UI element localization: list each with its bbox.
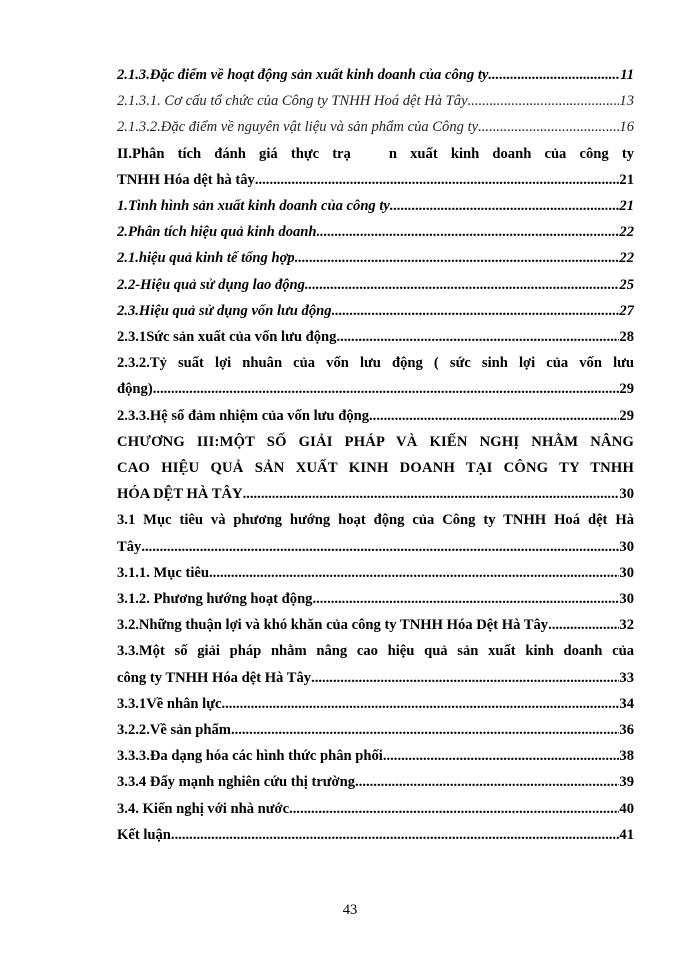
toc-entry-3-3[interactable]: 3.3.Một số giải pháp nhằm nâng cao hiệu quả sản xuất kinh doanh của công ty TNHH Hóa dệt Hà Tây ..... 33 (117, 638, 634, 690)
toc-entry-2-1-3-2[interactable]: 2.1.3.2.Đặc điểm về nguyên vật liệu và sản phẩm của Công ty ..... 16 (117, 114, 634, 140)
toc-entry-3-1[interactable]: 3.1 Mục tiêu và phương hướng hoạt động của Công ty TNHH Hoá dệt Hà Tây ..... 30 (117, 507, 634, 559)
toc-entry-3-4[interactable]: 3.4. Kiến nghị với nhà nước ..... 40 (117, 796, 634, 822)
toc-entry-2[interactable]: 2.Phân tích hiệu quả kinh doanh ..... 22 (117, 219, 634, 245)
page-number: 43 (342, 902, 358, 918)
toc-entry-1[interactable]: 1.Tình hình sản xuất kinh doanh của công ty ..... 21 (117, 193, 634, 219)
toc-entry-2-1-3[interactable]: 2.1.3.Đặc điểm về hoạt động sản xuất kinh doanh của công ty ..... 11 (117, 62, 634, 88)
toc-entry-2-3-1[interactable]: 2.3.1Sức sản xuất của vốn lưu động ..... 28 (117, 324, 634, 350)
toc-entry-2-1-3-1[interactable]: 2.1.3.1. Cơ cấu tổ chức của Công ty TNHH Hoá dệt Hà Tây ..... 13 (117, 88, 634, 114)
toc-entry-3-3-3[interactable]: 3.3.3.Đa dạng hóa các hình thức phân phối ..... 38 (117, 743, 634, 769)
toc-entry-2-3-3[interactable]: 2.3.3.Hệ số đảm nhiệm của vốn lưu động ..... 29 (117, 403, 634, 429)
toc-entry-conclusion[interactable]: Kết luận ..... 41 (117, 822, 634, 848)
toc-entry-3-2[interactable]: 3.2.Những thuận lợi và khó khăn của công ty TNHH Hóa Dệt Hà Tây ..... 32 (117, 612, 634, 638)
toc-entry-chapter-iii[interactable]: CHƯƠNG III:MỘT SỐ GIẢI PHÁP VÀ KIẾN NGHỊ NHẰM NÂNG CAO HIỆU QUẢ SẢN XUẤT KINH DOANH TẠI CÔNG TY TNHH HÓA DỆT HÀ TÂY ..... 30 (117, 429, 634, 508)
toc-entry-3-1-2[interactable]: 3.1.2. Phương hướng hoạt động ..... 30 (117, 586, 634, 612)
toc-entry-3-3-1[interactable]: 3.3.1Về nhân lực ..... 34 (117, 691, 634, 717)
toc-entry-2-2[interactable]: 2.2-Hiệu quả sử dụng lao động ..... 25 (117, 272, 634, 298)
toc-entry-2-3[interactable]: 2.3.Hiệu quả sử dụng vốn lưu động ..... 27 (117, 298, 634, 324)
toc-entry-3-3-4[interactable]: 3.3.4 Đẩy mạnh nghiên cứu thị trường ..... 39 (117, 769, 634, 795)
toc-entry-3-1-1[interactable]: 3.1.1. Mục tiêu ..... 30 (117, 560, 634, 586)
toc-entry-3-2-2[interactable]: 3.2.2.Về sản phẩm ..... 36 (117, 717, 634, 743)
toc-entry-2-1[interactable]: 2.1.hiệu quả kinh tế tổng hợp ..... 22 (117, 245, 634, 271)
toc-entry-2-3-2[interactable]: 2.3.2.Tỷ suất lợi nhuân của vốn lưu động ( sức sinh lợi của vốn lưu động) ..... 29 (117, 350, 634, 402)
toc-entry-ii[interactable]: II.Phân tích đánh giá thực trạ n xuất kinh doanh của công ty TNHH Hóa dệt hà tây ..... 21 (117, 141, 634, 193)
table-of-contents (117, 62, 634, 848)
